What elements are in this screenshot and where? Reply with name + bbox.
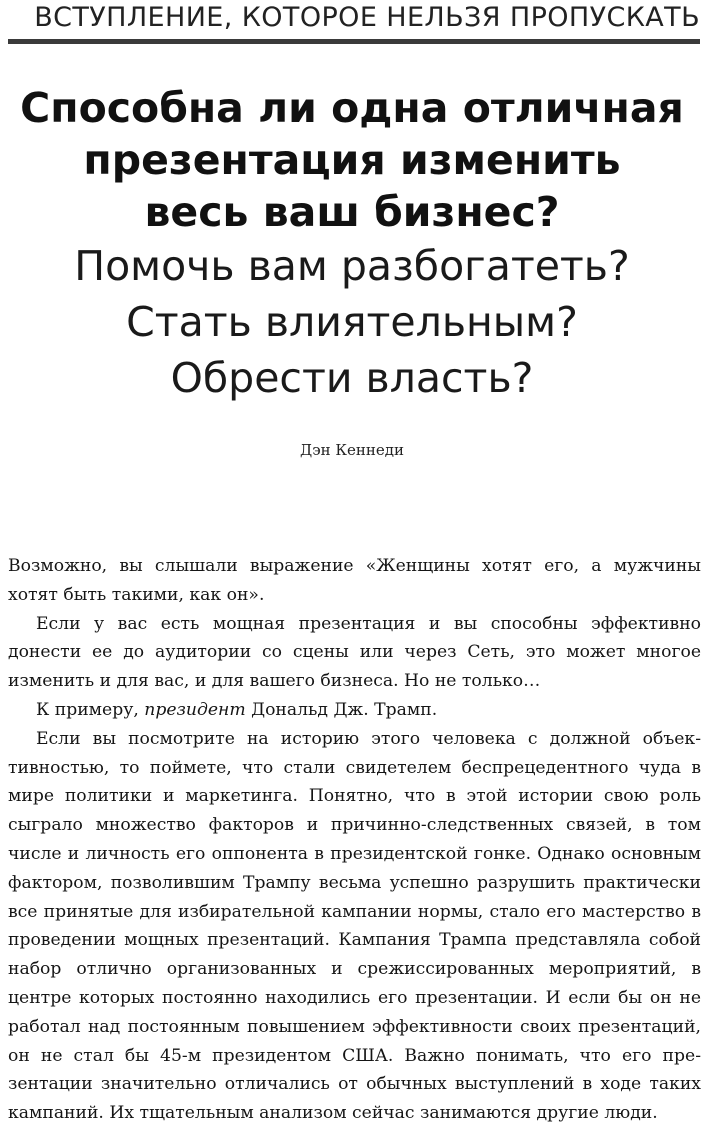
paragraph-3-start: К примеру, — [36, 699, 145, 720]
heading-bold-line-3: весь ваш бизнес? — [144, 188, 560, 236]
heading-bold-line-1: Способна ли одна отличная — [20, 84, 684, 132]
heading-bold-line-2: презентация изменить — [83, 136, 621, 184]
paragraph-4: Если вы посмотрите на историю этого человека с должной объективностью, то поймете, что стали свидетелем беспрецедентного чуда в мире политики и маркетинга. Понятно, что в этой истории свою роль сыграло множество факторов и причинно-следственных связей, в том числе и личность его оппонента в президентской гонке. Однако основным фактором, позволившим Трампу весьма успешно разрушить практически все принятые для избирательной кампании нормы, стало его мастерство в проведении мощных презентаций. Кампания Трампа представляла собой набор отлично организованных и срежиссированных мероприятий, в центре которых постоянно находились его презентации. И если бы он не работал над постоянным повышением эффективности своих презентаций, он не стал бы 45-м президентом США. Важно понимать, что его презентации значительно отличались от обычных выступлений в ходе таких кампаний. Их тщательным анализом сейчас занимаются другие люди. — [8, 728, 701, 1124]
paragraph-3-italic: президент — [144, 699, 246, 720]
paragraph-1: Возможно, вы слышали выражение «Женщины хотят его, а мужчины хотят быть такими, как он». — [8, 556, 701, 605]
paragraph-2: Если у вас есть мощная презентация и вы способны эффективно донести ее до аудитории со сцены или через Сеть, это может многое изменить и для вас, и для вашего бизнеса. Но не только… — [8, 613, 701, 692]
author-name: Дэн Кеннеди — [300, 441, 404, 459]
body-text — [8, 552, 701, 1128]
paragraph-3 — [8, 696, 701, 725]
header-rule — [8, 39, 700, 44]
heading-light-line-2: Стать влиятельным? — [126, 298, 578, 346]
heading-light-line-3: Обрести власть? — [170, 354, 534, 402]
paragraph-3-end: Дональд Дж. Трамп. — [245, 699, 438, 720]
running-header — [8, 0, 700, 48]
heading-light-line-1: Помочь вам разбогатеть? — [74, 242, 630, 290]
section-title: ВСТУПЛЕНИЕ, КОТОРОЕ НЕЛЬЗЯ ПРОПУСКАТЬ — [34, 2, 700, 33]
chapter-heading — [0, 82, 704, 406]
